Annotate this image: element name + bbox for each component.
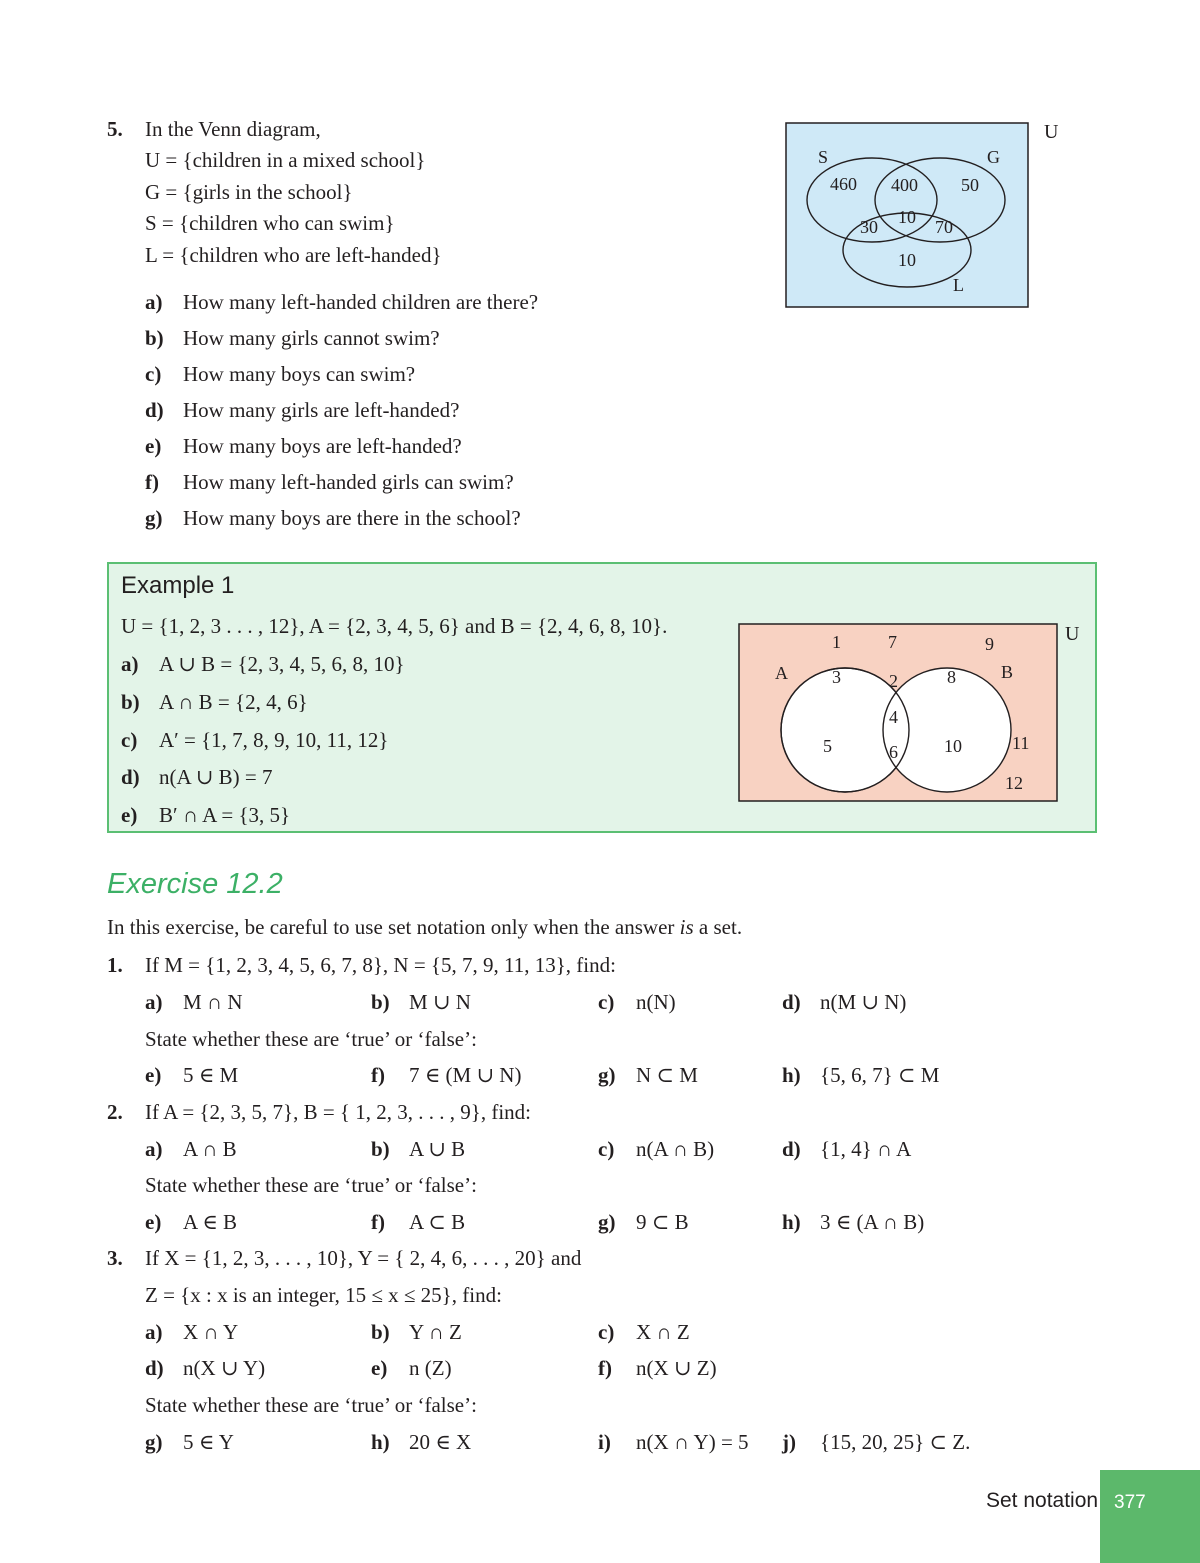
q3-item-b: b) Y ∩ Z <box>371 1320 462 1344</box>
q3-stem-line-2: Z = {x : x is an integer, 15 ≤ x ≤ 25}, find: <box>145 1283 502 1307</box>
q2-true-false-prompt: State whether these are ‘true’ or ‘false’: <box>145 1173 477 1197</box>
example-item-a: a) A ∪ B = {2, 3, 4, 5, 6, 8, 10} <box>121 652 405 676</box>
exercise-instruction: In this exercise, be careful to use set notation only when the answer is a set. <box>107 915 743 939</box>
q2-number: 2. <box>107 1100 123 1124</box>
q2-item-e: e) A ∈ B <box>145 1210 238 1234</box>
example-venn-label-a: A <box>775 663 788 683</box>
q2-item-a: a) A ∩ B <box>145 1137 237 1161</box>
q5-def-girls: G = {girls in the school} <box>145 180 353 204</box>
q5-item-g: g) How many boys are there in the school? <box>145 506 521 530</box>
example-venn-number: 7 <box>888 632 897 652</box>
example-venn-label-b: B <box>1001 662 1014 682</box>
q1-item-f: f) 7 ∈ (M ∪ N) <box>371 1063 522 1087</box>
q3-item-j: j) {15, 20, 25} ⊂ Z. <box>782 1430 971 1454</box>
q5-def-universe: U = {children in a mixed school} <box>145 148 426 172</box>
q5-def-swim: S = {children who can swim} <box>145 211 395 235</box>
exercise-heading: Exercise 12.2 <box>107 868 283 900</box>
q3-item-a: a) X ∩ Y <box>145 1320 239 1344</box>
q2-item-c: c) n(A ∩ B) <box>598 1137 715 1161</box>
example-venn-number: 12 <box>1005 773 1023 793</box>
example-venn-number: 6 <box>889 742 898 762</box>
example-venn-number: 9 <box>985 634 994 654</box>
q3-item-g: g) 5 ∈ Y <box>145 1430 234 1454</box>
q5-venn-label-l: L <box>953 275 964 295</box>
q1-number: 1. <box>107 953 123 977</box>
example-venn-number: 10 <box>944 736 962 756</box>
q2-item-d: d) {1, 4} ∩ A <box>782 1137 912 1161</box>
q2-item-f: f) A ⊂ B <box>371 1210 466 1234</box>
example-venn-number: 3 <box>832 667 841 687</box>
q1-stem: If M = {1, 2, 3, 4, 5, 6, 7, 8}, N = {5, 7, 9, 11, 13}, find: <box>145 953 616 977</box>
q5-item-a: a) How many left-handed children are there? <box>145 290 539 314</box>
q5-item-d: d) How many girls are left-handed? <box>145 398 460 422</box>
q5-venn-value-g-only: 50 <box>961 175 979 195</box>
example-item-e: e) B′ ∩ A = {3, 5} <box>121 803 291 827</box>
q1-item-e: e) 5 ∈ M <box>145 1063 239 1087</box>
example-venn-number: 5 <box>823 736 832 756</box>
example-given: U = {1, 2, 3 . . . , 12}, A = {2, 3, 4, 5, 6} and B = {2, 4, 6, 8, 10}. <box>121 614 668 638</box>
example-item-c: c) A′ = {1, 7, 8, 9, 10, 11, 12} <box>121 728 389 752</box>
example-venn-diagram <box>735 618 1085 808</box>
q3-stem-line-1: If X = {1, 2, 3, . . . , 10}, Y = { 2, 4, 6, . . . , 20} and <box>145 1246 582 1270</box>
page-number-tab <box>1100 1470 1200 1563</box>
q1-item-h: h) {5, 6, 7} ⊂ M <box>782 1063 940 1087</box>
q5-item-b: b) How many girls cannot swim? <box>145 326 440 350</box>
q3-item-e: e) n (Z) <box>371 1356 452 1380</box>
q1-item-b: b) M ∪ N <box>371 990 471 1014</box>
q5-item-c: c) How many boys can swim? <box>145 362 416 386</box>
q5-venn-diagram <box>780 115 1070 315</box>
q2-stem: If A = {2, 3, 5, 7}, B = { 1, 2, 3, . . . , 9}, find: <box>145 1100 532 1124</box>
q5-venn-value-s-and-g: 400 <box>891 175 918 195</box>
example-item-b: b) A ∩ B = {2, 4, 6} <box>121 690 308 714</box>
example-venn-universe-label: U <box>1065 623 1080 645</box>
q5-number: 5. <box>107 117 123 141</box>
q5-venn-value-l-only: 10 <box>898 250 916 270</box>
q5-item-e: e) How many boys are left-handed? <box>145 434 462 458</box>
page-number: 377 <box>1114 1492 1146 1513</box>
example-venn-number: 4 <box>889 707 898 727</box>
q3-item-c: c) X ∩ Z <box>598 1320 690 1344</box>
q5-intro: In the Venn diagram, <box>145 117 321 141</box>
q2-item-b: b) A ∪ B <box>371 1137 466 1161</box>
q3-item-f: f) n(X ∪ Z) <box>598 1356 717 1380</box>
q1-true-false-prompt: State whether these are ‘true’ or ‘false’: <box>145 1027 477 1051</box>
example-venn-number: 8 <box>947 667 956 687</box>
q5-venn-label-s: S <box>818 147 829 167</box>
example-venn-number: 11 <box>1012 733 1030 753</box>
q1-item-g: g) N ⊂ M <box>598 1063 698 1087</box>
q3-number: 3. <box>107 1246 123 1270</box>
q5-venn-value-all-three: 10 <box>898 207 916 227</box>
q2-item-g: g) 9 ⊂ B <box>598 1210 689 1234</box>
q5-venn-value-g-and-l: 70 <box>935 217 953 237</box>
q3-item-i: i) n(X ∩ Y) = 5 <box>598 1430 749 1454</box>
q5-venn-value-s-and-l: 30 <box>860 217 878 237</box>
q5-venn-label-g: G <box>987 147 1000 167</box>
q3-item-h: h) 20 ∈ X <box>371 1430 472 1454</box>
example-venn-number: 2 <box>889 671 898 691</box>
q1-item-d: d) n(M ∪ N) <box>782 990 907 1014</box>
q3-item-d: d) n(X ∪ Y) <box>145 1356 266 1380</box>
example-venn-number: 1 <box>832 632 841 652</box>
example-item-d: d) n(A ∪ B) = 7 <box>121 765 273 789</box>
q1-item-c: c) n(N) <box>598 990 676 1014</box>
q5-venn-value-s-only: 460 <box>830 174 857 194</box>
footer-section-title: Set notation <box>986 1489 1099 1512</box>
q5-venn-universe-label: U <box>1044 121 1059 143</box>
q1-item-a: a) M ∩ N <box>145 990 243 1014</box>
q3-true-false-prompt: State whether these are ‘true’ or ‘false’: <box>145 1393 477 1417</box>
q2-item-h: h) 3 ∈ (A ∩ B) <box>782 1210 925 1234</box>
example-title: Example 1 <box>121 572 235 599</box>
q5-def-left: L = {children who are left-handed} <box>145 243 442 267</box>
q5-item-f: f) How many left-handed girls can swim? <box>145 470 514 494</box>
